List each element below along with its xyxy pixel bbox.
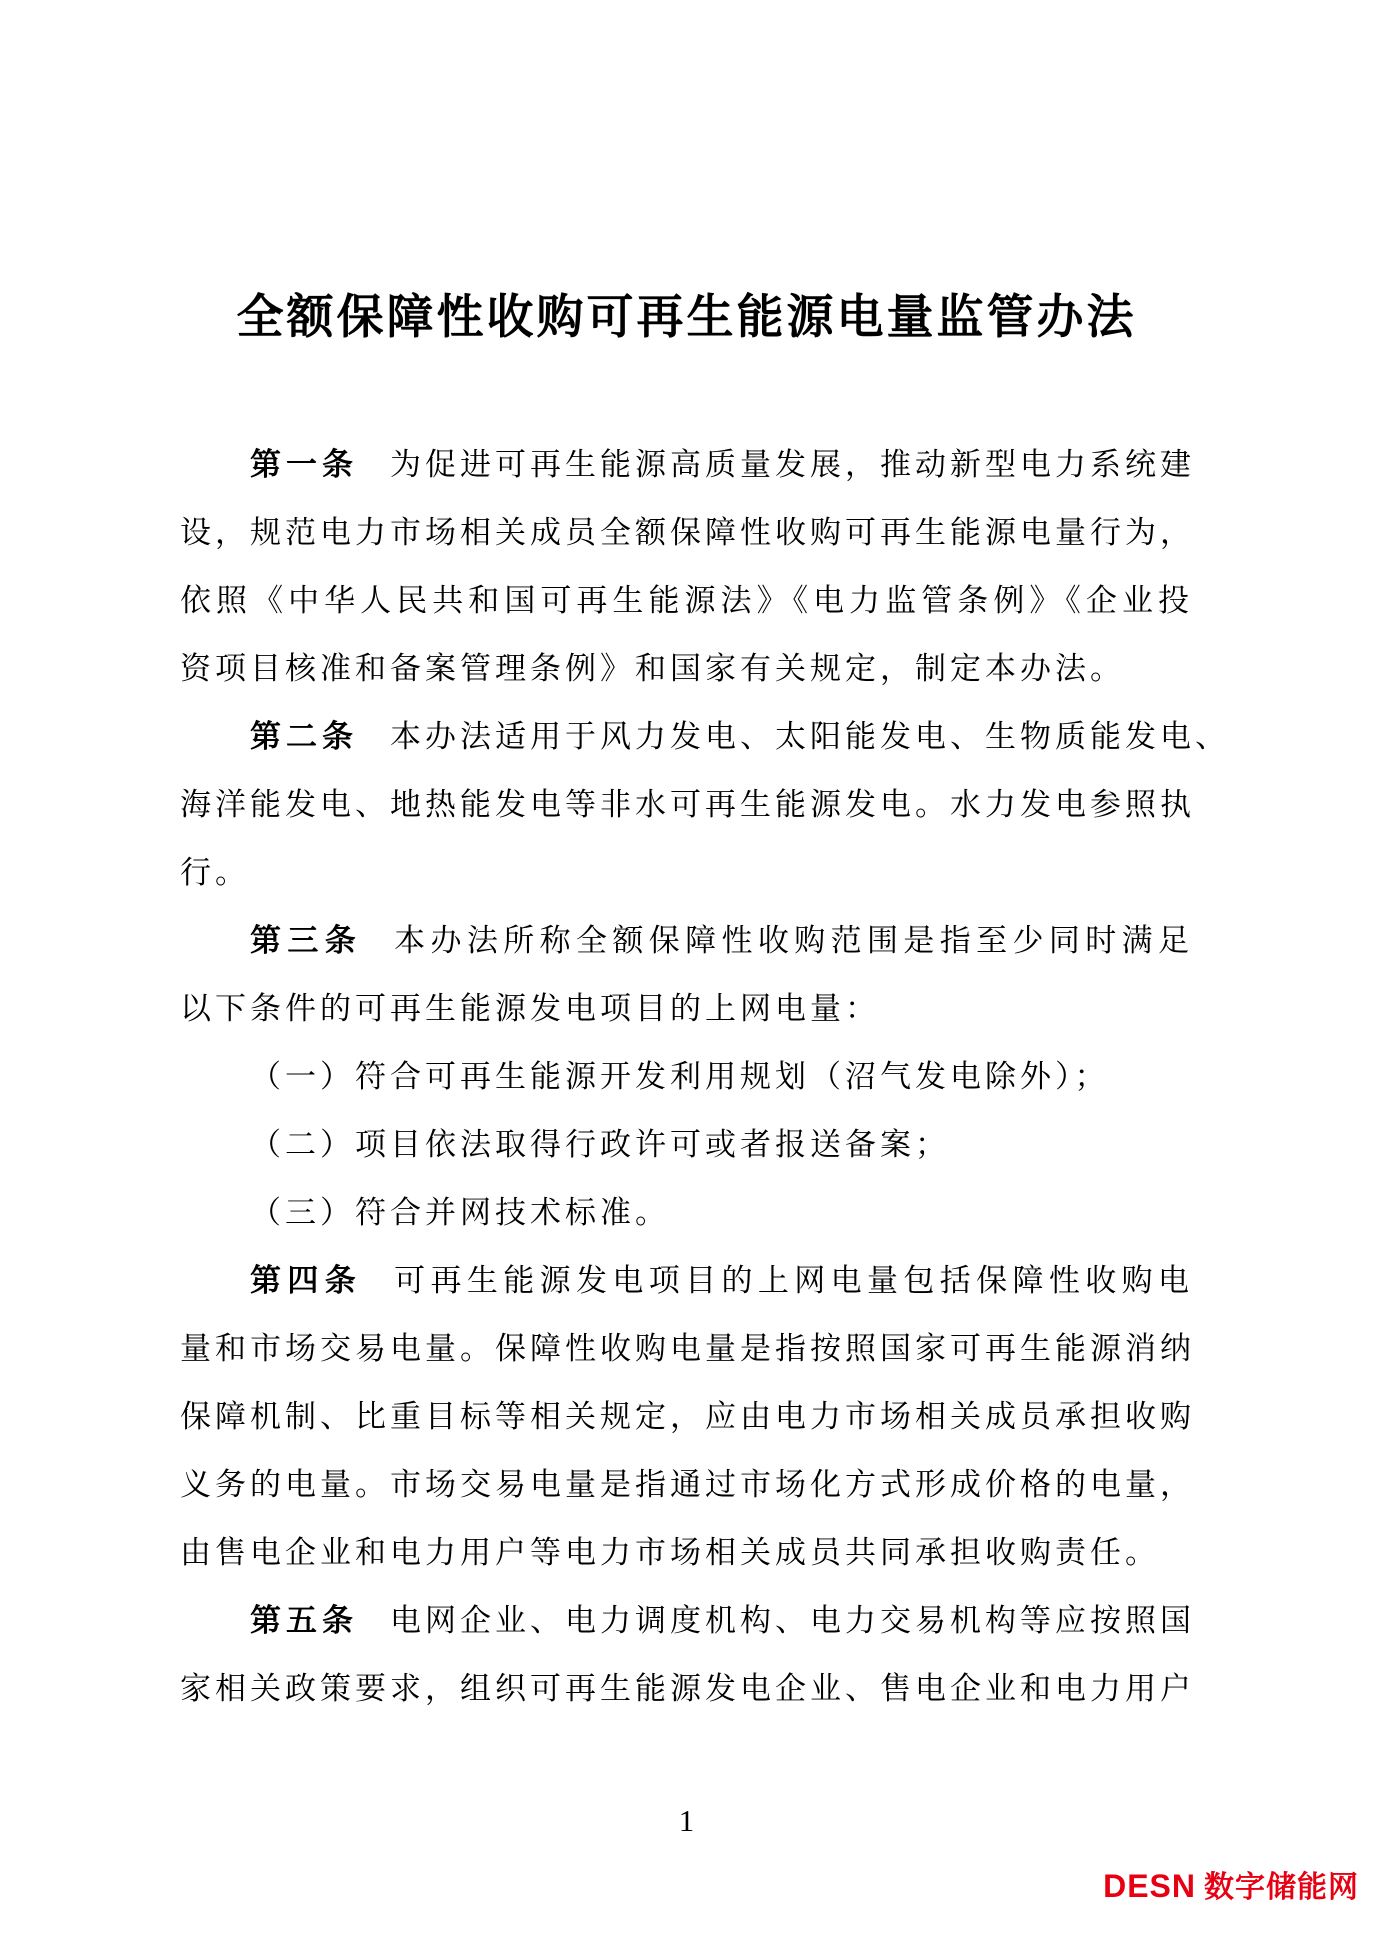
- text-line: [180, 975, 1193, 1043]
- text-line: [180, 567, 1193, 635]
- article-label: 第四条: [250, 1263, 363, 1298]
- site-watermark: [1103, 1868, 1359, 1911]
- line-text: 本办法适用于风力发电、太阳能发电、生物质能发电、: [390, 719, 1230, 754]
- line-text: 为促进可再生能源高质量发展，推动新型电力系统建: [390, 447, 1195, 482]
- text-line: [180, 431, 1193, 499]
- site-watermark-latin: DESN: [1103, 1868, 1196, 1904]
- text-line: [180, 499, 1193, 567]
- text-line: [180, 1315, 1193, 1383]
- text-line: [180, 1451, 1193, 1519]
- line-text: 海洋能发电、地热能发电等非水可再生能源发电。水力发电参照执: [180, 787, 1195, 822]
- article-label: 第二条: [250, 719, 358, 754]
- text-line: [180, 1247, 1193, 1315]
- text-line: [180, 635, 1193, 703]
- article-label: 第三条: [250, 923, 363, 958]
- line-text: 由售电企业和电力用户等电力市场相关成员共同承担收购责任。: [180, 1535, 1160, 1570]
- text-line: [180, 907, 1193, 975]
- text-line: [180, 1587, 1193, 1655]
- document-body: [180, 431, 1230, 1723]
- text-line: [180, 1179, 1193, 1247]
- text-line: [180, 1383, 1193, 1451]
- page-number: 1: [678, 1803, 695, 1838]
- line-text: 家相关政策要求，组织可再生能源发电企业、售电企业和电力用户: [180, 1671, 1195, 1706]
- line-text: 电网企业、电力调度机构、电力交易机构等应按照国: [390, 1603, 1195, 1638]
- text-line: [180, 771, 1193, 839]
- text-line: [180, 703, 1230, 771]
- line-text: 依照《中华人民共和国可再生能源法》《电力监管条例》《企业投: [180, 583, 1193, 618]
- text-line: [180, 1043, 1193, 1111]
- line-text: 本办法所称全额保障性收购范围是指至少同时满足: [394, 923, 1193, 958]
- text-line: [180, 1111, 1193, 1179]
- line-text: 设，规范电力市场相关成员全额保障性收购可再生能源电量行为，: [180, 515, 1195, 550]
- line-text: 以下条件的可再生能源发电项目的上网电量：: [180, 991, 880, 1026]
- site-watermark-cjk: 数字储能网: [1204, 1871, 1359, 1904]
- line-text: （二）项目依法取得行政许可或者报送备案；: [250, 1127, 950, 1162]
- line-text: 资项目核准和备案管理条例》和国家有关规定，制定本办法。: [180, 651, 1125, 686]
- article-label: 第五条: [250, 1603, 358, 1638]
- line-text: （一）符合可再生能源开发利用规划（沼气发电除外）；: [250, 1059, 1110, 1094]
- line-text: 行。: [180, 855, 250, 890]
- line-text: 量和市场交易电量。保障性收购电量是指按照国家可再生能源消纳: [180, 1331, 1195, 1366]
- line-text: 保障机制、比重目标等相关规定，应由电力市场相关成员承担收购: [180, 1399, 1195, 1434]
- article-label: 第一条: [250, 447, 358, 482]
- line-text: 可再生能源发电项目的上网电量包括保障性收购电: [394, 1263, 1193, 1298]
- line-text: 义务的电量。市场交易电量是指通过市场化方式形成价格的电量，: [180, 1467, 1195, 1502]
- text-line: [180, 1519, 1193, 1587]
- line-text: （三）符合并网技术标准。: [250, 1195, 670, 1230]
- document-title: 全额保障性收购可再生能源电量监管办法: [236, 292, 1137, 344]
- text-line: [180, 839, 1193, 907]
- text-line: [180, 1655, 1193, 1723]
